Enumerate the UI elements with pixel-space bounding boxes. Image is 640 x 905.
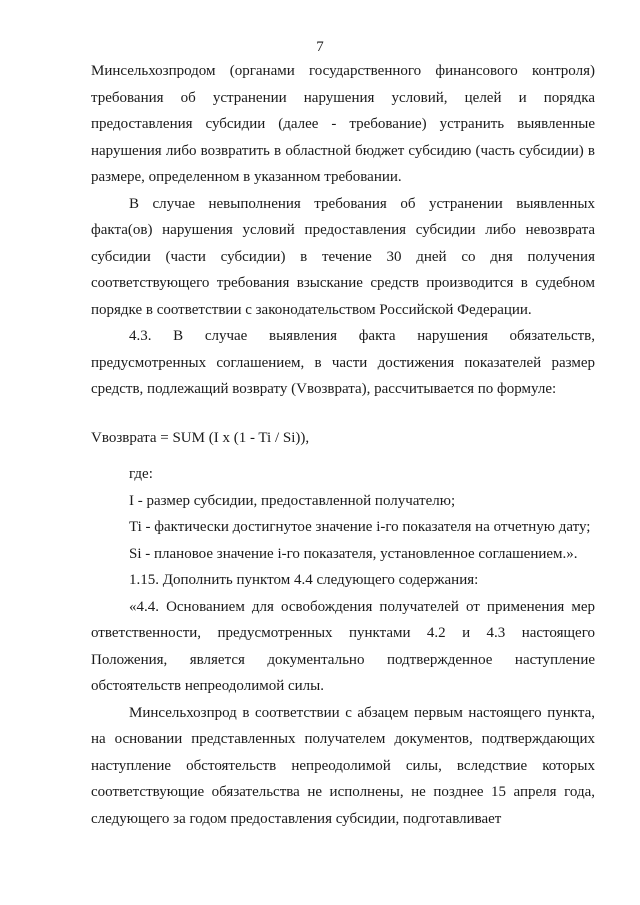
page-number: 7 (316, 39, 324, 55)
paragraph-requirement: Минсельхозпродом (органами государственного финансового контроля) требования об устранении нарушения условий, целей и порядка предоставления субсидии (далее - требование) устранить выявленные нарушения либо возвратить в областной бюджет субсидию (часть субсидии) в размере, определенном в указанном требовании. (91, 63, 595, 185)
paragraph-1-15: 1.15. Дополнить пунктом 4.4 следующего содержания: (129, 572, 479, 588)
paragraph-non-fulfillment: В случае невыполнения требования об устранении выявленных факта(ов) нарушения условий предоставления субсидии либо невозврата субсидии (части субсидии) в течение 30 дней со дня получения соответствующего требования взыскание средств производится в судебном порядке в соответствии с законодательством Российской Федерации. (91, 195, 595, 318)
definition-where: где: (129, 466, 153, 482)
definition-ti: Ti - фактически достигнутое значение i-го показателя на отчетную дату; (129, 519, 591, 535)
definition-si: Si - плановое значение i-го показателя, установленное соглашением.». (129, 545, 578, 562)
paragraph-4-3: 4.3. В случае выявления факта нарушения обязательств, предусмотренных соглашением, в части достижения показателей размер средств, подлежащий возврату (Vвозврата), рассчитывается по формуле: (91, 328, 595, 397)
paragraph-minselkhozprod: Минсельхозпрод в соответствии с абзацем первым настоящего пункта, на основании представленных получателем документов, подтверждающих наступление обстоятельств непреодолимой силы, вследствие которых соответствующие обязательства не исполнены, не позднее 15 апреля года, следующего за годом предоставления субсидии, подготавливает (91, 704, 595, 827)
definition-i: I - размер субсидии, предоставленной получателю; (129, 492, 456, 509)
paragraph-4-4: «4.4. Основанием для освобождения получателей от применения мер ответственности, предусмотренных пунктами 4.2 и 4.3 настоящего Положения, является документально подтвержденное наступление обстоятельств непреодолимой силы. (91, 598, 595, 694)
refund-formula: Vвозврата = SUM (I x (1 - Ti / Si)), (91, 429, 310, 446)
document-body (91, 58, 595, 832)
